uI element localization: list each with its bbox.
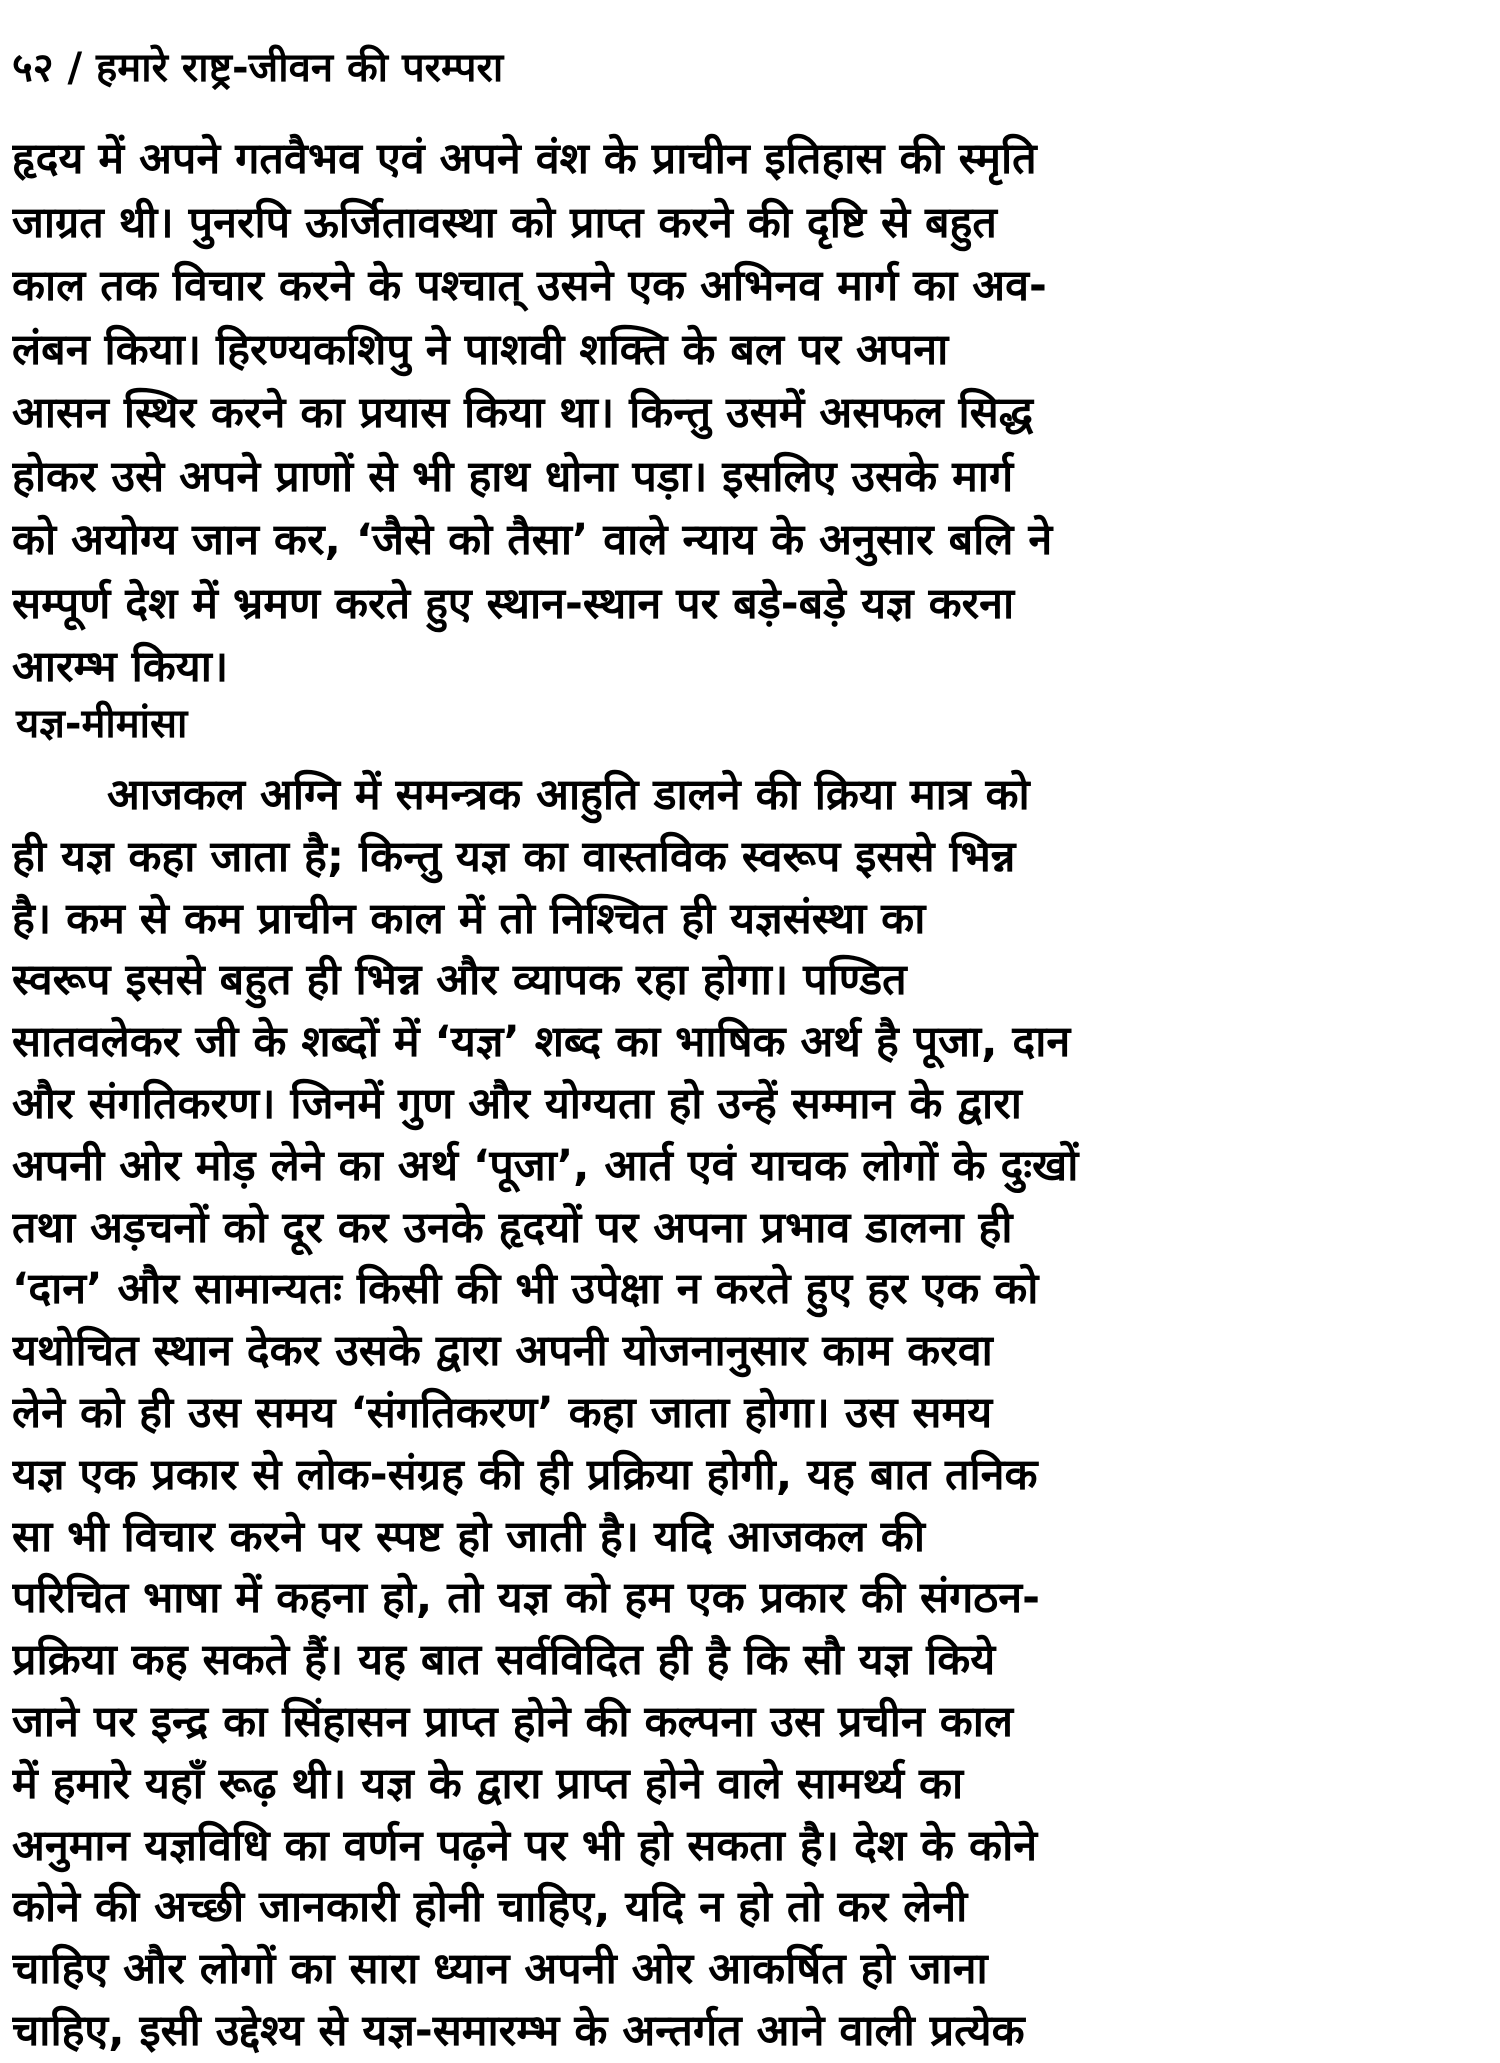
paragraph-1 xyxy=(12,128,1490,700)
text-line: अपनी ओर मोड़ लेने का अर्थ ‘पूजा’, आर्त एवं याचक लोगों के दुःखों xyxy=(12,1140,1079,1191)
text-line: ‘दान’ और सामान्यतः किसी की भी उपेक्षा न करते हुए हर एक को xyxy=(12,1264,1039,1315)
text-line: कोने की अच्छी जानकारी होनी चाहिए, यदि न हो तो कर लेनी xyxy=(12,1882,968,1933)
text-line: परिचित भाषा में कहना हो, तो यज्ञ को हम एक प्रकार की संगठन- xyxy=(12,1573,1040,1624)
text-line: जाग्रत थी। पुनरपि ऊर्जितावस्था को प्राप्त करने की दृष्टि से बहुत xyxy=(12,197,997,248)
text-line: सा भी विचार करने पर स्पष्ट हो जाती है। यदि आजकल की xyxy=(12,1511,925,1562)
text-line: आजकल अग्नि में समन्त्रक आहुति डालने की क्रिया मात्र को xyxy=(107,770,1030,820)
text-line: में हमारे यहाँ रूढ़ थी। यज्ञ के द्वारा प्राप्त होने वाले सामर्थ्य का xyxy=(12,1758,964,1809)
text-line: यथोचित स्थान देकर उसके द्वारा अपनी योजनानुसार काम करवा xyxy=(12,1326,993,1377)
text-line: आसन स्थिर करने का प्रयास किया था। किन्तु उसमें असफल सिद्ध xyxy=(12,388,1034,438)
text-line: को अयोग्य जान कर, ‘जैसे को तैसा’ वाले न्याय के अनुसार बलि ने xyxy=(12,515,1053,565)
text-line: सातवलेकर जी के शब्दों में ‘यज्ञ’ शब्द का भाषिक अर्थ है पूजा, दान xyxy=(12,1017,1071,1068)
text-line: सम्पूर्ण देश में भ्रमण करते हुए स्थान-स्थान पर बड़े-बड़े यज्ञ करना xyxy=(12,578,1015,629)
text-line: यज्ञ एक प्रकार से लोक-संग्रह की ही प्रक्रिया होगी, यह बात तनिक xyxy=(12,1449,1038,1500)
text-line: ही यज्ञ कहा जाता है; किन्तु यज्ञ का वास्तविक स्वरूप इससे भिन्न xyxy=(12,831,1016,882)
section-heading: यज्ञ-मीमांसा xyxy=(16,701,188,747)
text-line: स्वरूप इससे बहुत ही भिन्न और व्यापक रहा होगा। पण्डित xyxy=(12,955,907,1006)
text-line: होकर उसे अपने प्राणों से भी हाथ धोना पड़ा। इसलिए उसके मार्ग xyxy=(12,451,1014,502)
text-line: काल तक विचार करने के पश्चात् उसने एक अभिनव मार्ग का अव- xyxy=(12,261,1047,311)
running-header: ५२ / हमारे राष्ट्र-जीवन की परम्परा xyxy=(12,45,504,91)
text-line: लंबन किया। हिरण्यकशिपु ने पाशवी शक्ति के बल पर अपना xyxy=(12,324,949,375)
text-line: लेने को ही उस समय ‘संगतिकरण’ कहा जाता होगा। उस समय xyxy=(12,1387,993,1438)
text-line: प्रक्रिया कह सकते हैं। यह बात सर्वविदित ही है कि सौ यज्ञ किये xyxy=(12,1635,996,1686)
paragraph-2 xyxy=(12,765,1490,2063)
text-line: अनुमान यज्ञविधि का वर्णन पढ़ने पर भी हो सकता है। देश के कोने xyxy=(12,1820,1038,1871)
text-line: जाने पर इन्द्र का सिंहासन प्राप्त होने की कल्पना उस प्रचीन काल xyxy=(12,1696,1014,1747)
text-line: चाहिए, इसी उद्देश्य से यज्ञ-समारम्भ के अन्तर्गत आने वाली प्रत्येक xyxy=(12,2005,1025,2056)
text-line: है। कम से कम प्राचीन काल में तो निश्चित ही यज्ञसंस्था का xyxy=(12,893,926,944)
text-line: हृदय में अपने गतवैभव एवं अपने वंश के प्राचीन इतिहास की स्मृति xyxy=(12,134,1037,184)
text-line: चाहिए और लोगों का सारा ध्यान अपनी ओर आकर्षित हो जाना xyxy=(12,1944,988,1995)
text-line: और संगतिकरण। जिनमें गुण और योग्यता हो उन्हें सम्मान के द्वारा xyxy=(12,1078,1022,1129)
text-line: आरम्भ किया। xyxy=(12,642,229,692)
text-line: तथा अड़चनों को दूर कर उनके हृदयों पर अपना प्रभाव डालना ही xyxy=(12,1202,1013,1253)
